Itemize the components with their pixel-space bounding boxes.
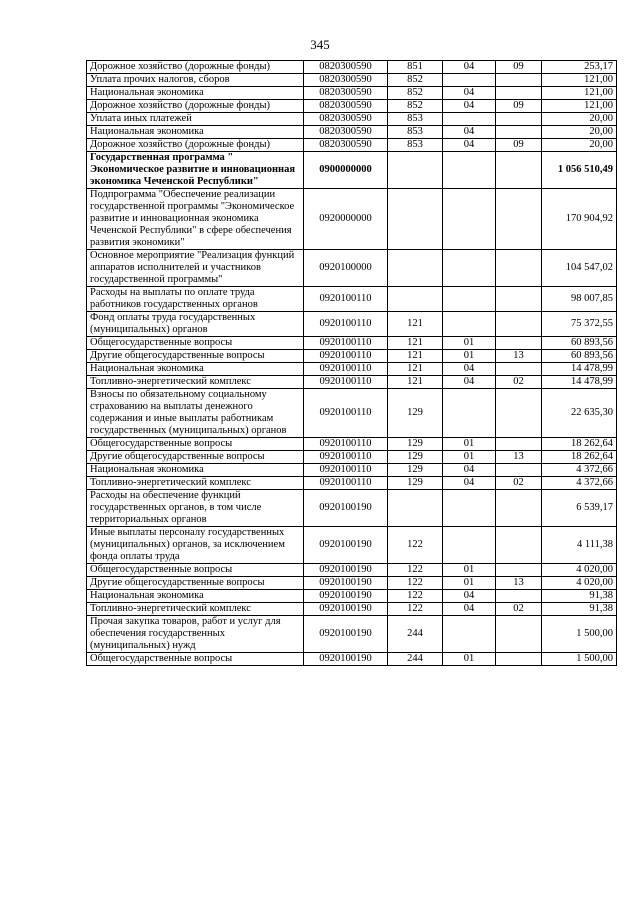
target-article-code: 0920100190 [304, 616, 388, 653]
expense-type-code: 121 [388, 350, 443, 363]
amount: 4 111,38 [542, 527, 617, 564]
expense-name: Государственная программа " Экономическое развитие и инновационная экономика Чеченской Республики" [87, 152, 304, 189]
subsection-code [496, 464, 542, 477]
table-row [87, 126, 617, 139]
target-article-code: 0920100110 [304, 376, 388, 389]
expense-name: Национальная экономика [87, 464, 304, 477]
target-article-code: 0920100110 [304, 287, 388, 312]
target-article-code: 0920100190 [304, 527, 388, 564]
expense-type-code: 244 [388, 616, 443, 653]
expense-type-code: 244 [388, 653, 443, 666]
amount: 18 262,64 [542, 451, 617, 464]
subsection-code [496, 126, 542, 139]
subsection-code [496, 287, 542, 312]
expense-name: Дорожное хозяйство (дорожные фонды) [87, 100, 304, 113]
expense-type-code: 121 [388, 363, 443, 376]
table-row [87, 477, 617, 490]
amount: 4 020,00 [542, 564, 617, 577]
section-code: 04 [443, 126, 496, 139]
target-article-code: 0920100110 [304, 337, 388, 350]
expense-type-code: 129 [388, 389, 443, 438]
expense-type-code: 852 [388, 87, 443, 100]
expense-name: Подпрограмма "Обеспечение реализации государственной программы "Экономическое развитие и инновационная экономика Чеченской Республики" в сфере обеспечения развития экономики" [87, 189, 304, 250]
section-code: 04 [443, 590, 496, 603]
table-body [87, 61, 617, 666]
table-row [87, 527, 617, 564]
expense-type-code: 852 [388, 100, 443, 113]
section-code: 04 [443, 61, 496, 74]
table-row [87, 312, 617, 337]
expense-name: Общегосударственные вопросы [87, 337, 304, 350]
section-code: 04 [443, 464, 496, 477]
amount: 20,00 [542, 113, 617, 126]
table-row [87, 337, 617, 350]
expense-name: Уплата иных платежей [87, 113, 304, 126]
subsection-code [496, 189, 542, 250]
subsection-code [496, 653, 542, 666]
subsection-code [496, 337, 542, 350]
subsection-code [496, 250, 542, 287]
expense-name: Топливно-энергетический комплекс [87, 376, 304, 389]
section-code [443, 250, 496, 287]
table-row [87, 113, 617, 126]
expense-name: Топливно-энергетический комплекс [87, 477, 304, 490]
section-code [443, 74, 496, 87]
target-article-code: 0920100190 [304, 564, 388, 577]
expense-name: Взносы по обязательному социальному страхованию на выплаты денежного содержания и иные выплаты работникам государственных (муниципальных) органов [87, 389, 304, 438]
amount: 98 007,85 [542, 287, 617, 312]
section-code [443, 312, 496, 337]
expense-type-code [388, 250, 443, 287]
subsection-code [496, 616, 542, 653]
target-article-code: 0920100190 [304, 577, 388, 590]
amount: 60 893,56 [542, 350, 617, 363]
section-code: 04 [443, 603, 496, 616]
table-row [87, 287, 617, 312]
expense-name: Другие общегосударственные вопросы [87, 350, 304, 363]
expense-type-code: 129 [388, 438, 443, 451]
target-article-code: 0920100110 [304, 438, 388, 451]
target-article-code: 0820300590 [304, 113, 388, 126]
amount: 170 904,92 [542, 189, 617, 250]
amount: 121,00 [542, 87, 617, 100]
expense-name: Национальная экономика [87, 363, 304, 376]
table-row [87, 389, 617, 438]
table-row [87, 87, 617, 100]
expense-type-code: 122 [388, 564, 443, 577]
expense-type-code: 129 [388, 464, 443, 477]
section-code: 04 [443, 139, 496, 152]
table-row [87, 438, 617, 451]
expense-type-code: 121 [388, 312, 443, 337]
table-row [87, 61, 617, 74]
amount: 20,00 [542, 126, 617, 139]
subsection-code [496, 527, 542, 564]
table-row [87, 603, 617, 616]
expense-type-code: 851 [388, 61, 443, 74]
amount: 75 372,55 [542, 312, 617, 337]
table-row [87, 451, 617, 464]
table-row [87, 363, 617, 376]
target-article-code: 0920100110 [304, 464, 388, 477]
amount: 253,17 [542, 61, 617, 74]
expense-type-code: 122 [388, 527, 443, 564]
subsection-code [496, 438, 542, 451]
target-article-code: 0900000000 [304, 152, 388, 189]
amount: 6 539,17 [542, 490, 617, 527]
subsection-code [496, 74, 542, 87]
expense-type-code [388, 490, 443, 527]
section-code: 04 [443, 477, 496, 490]
section-code [443, 189, 496, 250]
expense-type-code: 121 [388, 376, 443, 389]
target-article-code: 0920100110 [304, 451, 388, 464]
section-code [443, 113, 496, 126]
subsection-code: 09 [496, 61, 542, 74]
amount: 14 478,99 [542, 376, 617, 389]
target-article-code: 0920100190 [304, 490, 388, 527]
target-article-code: 0920100110 [304, 389, 388, 438]
target-article-code: 0920100110 [304, 477, 388, 490]
subsection-code [496, 152, 542, 189]
subsection-code [496, 312, 542, 337]
subsection-code: 02 [496, 603, 542, 616]
expense-name: Дорожное хозяйство (дорожные фонды) [87, 61, 304, 74]
expense-type-code [388, 152, 443, 189]
expense-name: Расходы на выплаты по оплате труда работников государственных органов [87, 287, 304, 312]
expense-type-code: 129 [388, 477, 443, 490]
section-code: 04 [443, 87, 496, 100]
table-row [87, 564, 617, 577]
table-row [87, 577, 617, 590]
expense-type-code [388, 189, 443, 250]
table-row [87, 464, 617, 477]
section-code: 01 [443, 577, 496, 590]
expense-type-code: 122 [388, 603, 443, 616]
section-code: 01 [443, 337, 496, 350]
subsection-code: 13 [496, 451, 542, 464]
section-code [443, 527, 496, 564]
amount: 1 500,00 [542, 616, 617, 653]
expense-name: Расходы на обеспечение функций государственных органов, в том числе территориальных органов [87, 490, 304, 527]
budget-table [86, 60, 617, 666]
expense-name: Общегосударственные вопросы [87, 653, 304, 666]
amount: 1 056 510,49 [542, 152, 617, 189]
table-row [87, 100, 617, 113]
target-article-code: 0820300590 [304, 61, 388, 74]
expense-name: Другие общегосударственные вопросы [87, 577, 304, 590]
expense-type-code: 853 [388, 113, 443, 126]
amount: 4 372,66 [542, 477, 617, 490]
table-row [87, 590, 617, 603]
subsection-code [496, 564, 542, 577]
section-code: 04 [443, 376, 496, 389]
expense-name: Топливно-энергетический комплекс [87, 603, 304, 616]
expense-name: Фонд оплаты труда государственных (муниципальных) органов [87, 312, 304, 337]
section-code: 01 [443, 653, 496, 666]
expense-type-code [388, 287, 443, 312]
section-code [443, 152, 496, 189]
section-code [443, 490, 496, 527]
table-row [87, 152, 617, 189]
target-article-code: 0920100190 [304, 603, 388, 616]
section-code: 01 [443, 564, 496, 577]
amount: 14 478,99 [542, 363, 617, 376]
section-code: 01 [443, 438, 496, 451]
table-row [87, 616, 617, 653]
section-code [443, 287, 496, 312]
table-row [87, 250, 617, 287]
amount: 60 893,56 [542, 337, 617, 350]
section-code [443, 616, 496, 653]
expense-type-code: 852 [388, 74, 443, 87]
subsection-code [496, 590, 542, 603]
amount: 121,00 [542, 100, 617, 113]
target-article-code: 0920100110 [304, 350, 388, 363]
expense-name: Общегосударственные вопросы [87, 564, 304, 577]
amount: 1 500,00 [542, 653, 617, 666]
target-article-code: 0920000000 [304, 189, 388, 250]
expense-type-code: 121 [388, 337, 443, 350]
expense-name: Национальная экономика [87, 590, 304, 603]
expense-type-code: 122 [388, 590, 443, 603]
section-code: 04 [443, 100, 496, 113]
table-row [87, 653, 617, 666]
subsection-code [496, 113, 542, 126]
target-article-code: 0820300590 [304, 100, 388, 113]
subsection-code [496, 363, 542, 376]
expense-name: Иные выплаты персоналу государственных (муниципальных) органов, за исключением фонда оплаты труда [87, 527, 304, 564]
amount: 20,00 [542, 139, 617, 152]
expense-name: Общегосударственные вопросы [87, 438, 304, 451]
amount: 121,00 [542, 74, 617, 87]
section-code: 04 [443, 363, 496, 376]
amount: 22 635,30 [542, 389, 617, 438]
target-article-code: 0820300590 [304, 126, 388, 139]
table-row [87, 376, 617, 389]
section-code [443, 389, 496, 438]
table-row [87, 189, 617, 250]
expense-type-code: 853 [388, 126, 443, 139]
subsection-code: 09 [496, 139, 542, 152]
table-row [87, 350, 617, 363]
section-code: 01 [443, 451, 496, 464]
target-article-code: 0820300590 [304, 139, 388, 152]
subsection-code: 02 [496, 376, 542, 389]
subsection-code [496, 490, 542, 527]
expense-type-code: 122 [388, 577, 443, 590]
subsection-code: 13 [496, 350, 542, 363]
amount: 4 020,00 [542, 577, 617, 590]
subsection-code: 13 [496, 577, 542, 590]
target-article-code: 0920100110 [304, 363, 388, 376]
expense-type-code: 129 [388, 451, 443, 464]
subsection-code [496, 87, 542, 100]
section-code: 01 [443, 350, 496, 363]
expense-name: Другие общегосударственные вопросы [87, 451, 304, 464]
expense-name: Национальная экономика [87, 126, 304, 139]
subsection-code [496, 389, 542, 438]
table-row [87, 490, 617, 527]
target-article-code: 0920100190 [304, 590, 388, 603]
subsection-code: 09 [496, 100, 542, 113]
target-article-code: 0820300590 [304, 87, 388, 100]
expense-name: Уплата прочих налогов, сборов [87, 74, 304, 87]
expense-name: Дорожное хозяйство (дорожные фонды) [87, 139, 304, 152]
page-number: 345 [310, 37, 330, 52]
amount: 4 372,66 [542, 464, 617, 477]
amount: 18 262,64 [542, 438, 617, 451]
target-article-code: 0920100000 [304, 250, 388, 287]
target-article-code: 0820300590 [304, 74, 388, 87]
expense-name: Прочая закупка товаров, работ и услуг для обеспечения государственных (муниципальных) нужд [87, 616, 304, 653]
expense-name: Национальная экономика [87, 87, 304, 100]
expense-name: Основное мероприятие "Реализация функций аппаратов исполнителей и участников государственной программы" [87, 250, 304, 287]
expense-type-code: 853 [388, 139, 443, 152]
subsection-code: 02 [496, 477, 542, 490]
target-article-code: 0920100110 [304, 312, 388, 337]
amount: 91,38 [542, 590, 617, 603]
amount: 104 547,02 [542, 250, 617, 287]
amount: 91,38 [542, 603, 617, 616]
table-row [87, 74, 617, 87]
target-article-code: 0920100190 [304, 653, 388, 666]
table-row [87, 139, 617, 152]
